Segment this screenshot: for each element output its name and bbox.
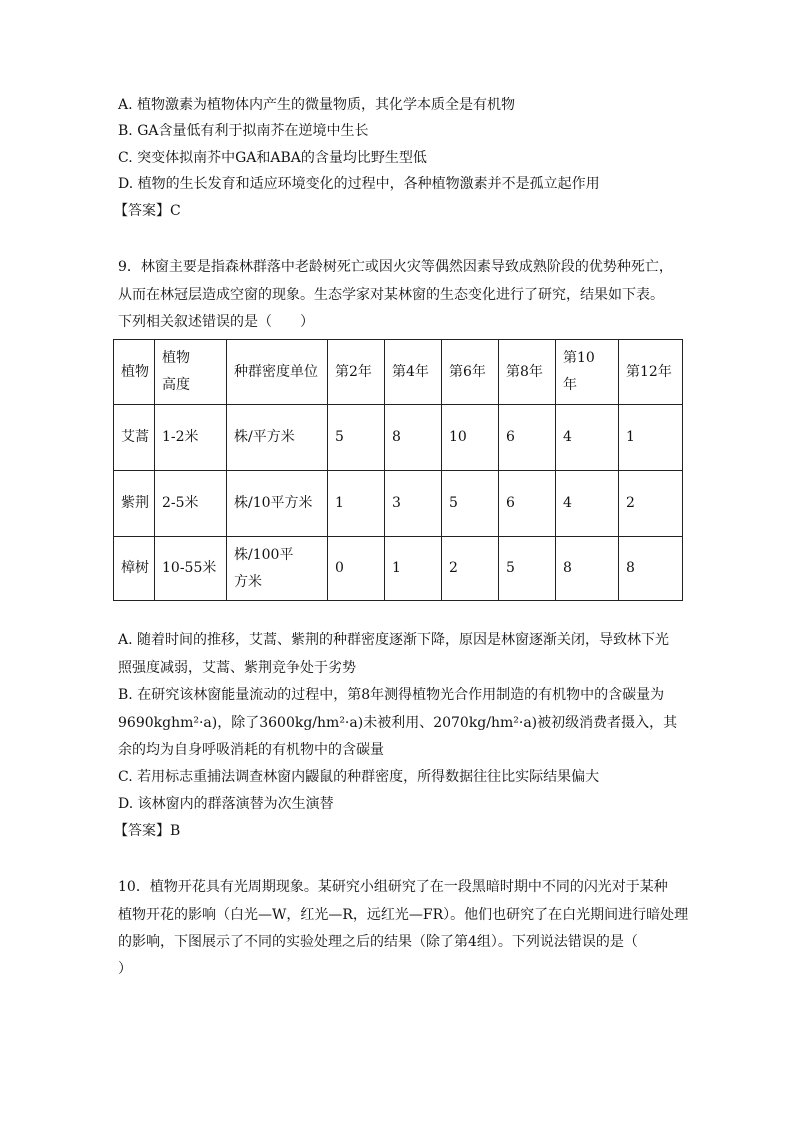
q9-option-d: D. 该林窗内的群落演替为次生演替 bbox=[118, 796, 334, 812]
row-value: 4 bbox=[556, 405, 619, 471]
row-value: 5 bbox=[499, 537, 556, 601]
row-value: 8 bbox=[556, 537, 619, 601]
row-value: 4 bbox=[556, 471, 619, 537]
q8-answer: 【答案】C bbox=[114, 203, 181, 219]
row-height: 2-5米 bbox=[155, 471, 227, 537]
header-plant: 植物 bbox=[114, 340, 155, 405]
table-row bbox=[114, 405, 683, 471]
row-value: 5 bbox=[442, 471, 499, 537]
header-year-12: 第12年 bbox=[619, 340, 683, 405]
header-height: 植物高度 bbox=[155, 340, 227, 405]
q8-option-d: D. 植物的生长发育和适应环境变化的过程中，各种植物激素并不是孤立起作用 bbox=[118, 176, 600, 192]
row-plant: 紫荆 bbox=[114, 471, 155, 537]
header-year-4: 第4年 bbox=[385, 340, 442, 405]
row-value: 2 bbox=[442, 537, 499, 601]
row-value: 1 bbox=[385, 537, 442, 601]
row-plant: 樟树 bbox=[114, 537, 155, 601]
header-year-2: 第2年 bbox=[328, 340, 385, 405]
row-density-unit: 株/10平方米 bbox=[227, 471, 328, 537]
row-plant: 艾蒿 bbox=[114, 405, 155, 471]
row-density-unit: 株/平方米 bbox=[227, 405, 328, 471]
q8-option-c: C. 突变体拟南芥中GA和ABA的含量均比野生型低 bbox=[118, 150, 427, 166]
q10-stem-line-4: ） bbox=[118, 961, 132, 977]
row-value: 3 bbox=[385, 471, 442, 537]
row-density-unit: 株/100平方米 bbox=[227, 537, 328, 601]
q10-stem-line-2: 植物开花的影响（白光—W，红光—R，远红光—FR）。他们也研究了在白光期间进行暗处理 bbox=[118, 907, 689, 923]
q9-answer: 【答案】B bbox=[114, 823, 181, 839]
header-year-6: 第6年 bbox=[442, 340, 499, 405]
row-value: 6 bbox=[499, 471, 556, 537]
q10-stem-line-3: 的影响，下图展示了不同的实验处理之后的结果（除了第4组）。下列说法错误的是（ bbox=[118, 934, 638, 950]
row-value: 8 bbox=[619, 537, 683, 601]
table-row bbox=[114, 471, 683, 537]
q9-option-a-line-2: 照强度减弱，艾蒿、紫荆竞争处于劣势 bbox=[118, 660, 356, 676]
row-height: 1-2米 bbox=[155, 405, 227, 471]
table-row bbox=[114, 537, 683, 601]
q9-option-b-line-3: 余的均为自身呼吸消耗的有机物中的含碳量 bbox=[118, 742, 384, 758]
table-header-row bbox=[114, 340, 683, 405]
q9-data-table bbox=[113, 339, 683, 601]
row-height: 10-55米 bbox=[155, 537, 227, 601]
row-value: 1 bbox=[619, 405, 683, 471]
row-value: 0 bbox=[328, 537, 385, 601]
q8-option-b: B. GA含量低有利于拟南芥在逆境中生长 bbox=[118, 123, 369, 139]
q9-option-b-line-1: B. 在研究该林窗能量流动的过程中，第8年测得植物光合作用制造的有机物中的含碳量为 bbox=[118, 687, 665, 703]
q9-option-b-line-2: 9690kghm²·a)，除了3600kg/hm²·a)未被利用、2070kg/hm²·a)被初级消费者摄入，其 bbox=[118, 715, 678, 731]
header-density-unit: 种群密度单位 bbox=[227, 340, 328, 405]
q9-option-c: C. 若用标志重捕法调查林窗内鼹鼠的种群密度，所得数据往往比实际结果偏大 bbox=[118, 769, 600, 785]
row-value: 1 bbox=[328, 471, 385, 537]
q9-stem-line-2: 从而在林冠层造成空窗的现象。生态学家对某林窗的生态变化进行了研究，结果如下表。 bbox=[118, 287, 664, 303]
row-value: 10 bbox=[442, 405, 499, 471]
row-value: 2 bbox=[619, 471, 683, 537]
q9-stem-line-3: 下列相关叙述错误的是（ ） bbox=[118, 314, 314, 330]
q9-stem-line-1: 9．林窗主要是指森林群落中老龄树死亡或因火灾等偶然因素导致成熟阶段的优势种死亡， bbox=[118, 259, 673, 275]
q8-option-a: A. 植物激素为植物体内产生的微量物质，其化学本质全是有机物 bbox=[118, 97, 516, 113]
row-value: 6 bbox=[499, 405, 556, 471]
header-year-8: 第8年 bbox=[499, 340, 556, 405]
row-value: 8 bbox=[385, 405, 442, 471]
header-year-10: 第10年 bbox=[556, 340, 619, 405]
q9-option-a-line-1: A. 随着时间的推移，艾蒿、紫荆的种群密度逐渐下降，原因是林窗逐渐关闭，导致林下光 bbox=[118, 632, 670, 648]
row-value: 5 bbox=[328, 405, 385, 471]
q10-stem-line-1: 10．植物开花具有光周期现象。某研究小组研究了在一段黑暗时期中不同的闪光对于某种 bbox=[118, 879, 668, 895]
